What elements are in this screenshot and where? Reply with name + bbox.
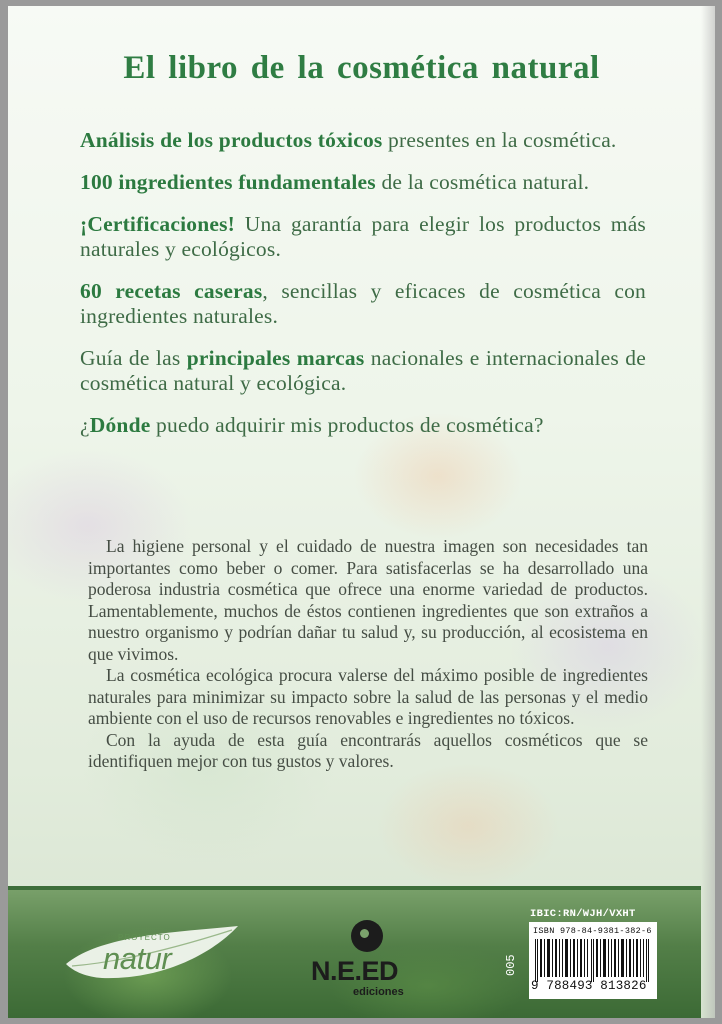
publisher-logo-icon <box>351 920 383 952</box>
barcode-icon <box>535 939 651 982</box>
feature-item <box>80 346 646 396</box>
feature-item <box>80 128 646 153</box>
footer-divider <box>8 886 701 890</box>
feature-highlight: principales marcas <box>186 346 365 370</box>
feature-text: puedo adquirir mis productos de cosmética? <box>150 413 544 437</box>
feature-item <box>80 413 646 438</box>
ibic-code: IBIC:RN/WJH/VXHT <box>530 908 636 920</box>
feature-highlight: Dónde <box>89 413 151 437</box>
barcode-panel <box>529 922 657 999</box>
feature-list <box>80 128 646 455</box>
feature-highlight: Análisis de los productos tóxicos <box>80 128 383 152</box>
description-paragraph: La higiene personal y el cuidado de nuestra imagen son necesidades tan importantes como beber o comer. Para satisfacerlas se ha desarrollado una poderosa industria cosmética que ofrece una enorme variedad de productos. Lamentablemente, muchos de éstos contienen ingredientes que son extraños a nuestro organismo y podrían dañar tu salud y, su producción, al ecosistema en que vivimos. <box>88 536 648 664</box>
book-back-cover <box>8 6 715 1018</box>
series-label: natur <box>103 941 172 976</box>
feature-text: presentes en la cosmética. <box>382 128 617 152</box>
feature-text: , sencillas y eficaces de cosmética con ingredientes naturales. <box>80 279 646 328</box>
book-code: 005 <box>504 954 518 976</box>
feature-highlight: 60 recetas caseras <box>80 279 263 303</box>
cover-edge-shadow <box>701 6 715 1018</box>
feature-highlight: ¡Certificaciones! <box>80 212 236 236</box>
barcode-number: 9 788493 813826 <box>531 979 647 993</box>
feature-text: Una garantía para elegir los productos más naturales y ecológicos. <box>80 212 646 261</box>
series-label-small: PROYECTO <box>118 933 171 942</box>
description-paragraph: Con la ayuda de esta guía encontrarás aquellos cosméticos que se identifiquen mejor con tus gustos y valores. <box>88 729 648 771</box>
publisher-sub: ediciones <box>353 986 404 998</box>
feature-item <box>80 212 646 262</box>
cover-footer-band <box>8 886 701 1018</box>
feature-highlight: 100 ingredientes fundamentales <box>80 170 376 194</box>
feature-item <box>80 279 646 329</box>
feature-item <box>80 170 646 195</box>
cover-title: El libro de la cosmética natural <box>123 50 600 86</box>
feature-text: Guía de las <box>80 346 187 370</box>
description-paragraph: La cosmética ecológica procura valerse del máximo posible de ingredientes naturales para minimizar su impacto sobre la salud de las personas y el medio ambiente con el uso de recursos renovables e ingredientes no tóxicos. <box>88 665 648 728</box>
feature-text: de la cosmética natural. <box>375 170 590 194</box>
feature-text: nacionales e internacionales de cosmética natural y ecológica. <box>80 346 646 395</box>
isbn-label: ISBN 978-84-9381-382-6 <box>533 926 652 936</box>
description-text <box>88 536 648 773</box>
publisher-name: N.E.ED <box>311 956 399 986</box>
feature-text: ¿ <box>80 413 90 437</box>
